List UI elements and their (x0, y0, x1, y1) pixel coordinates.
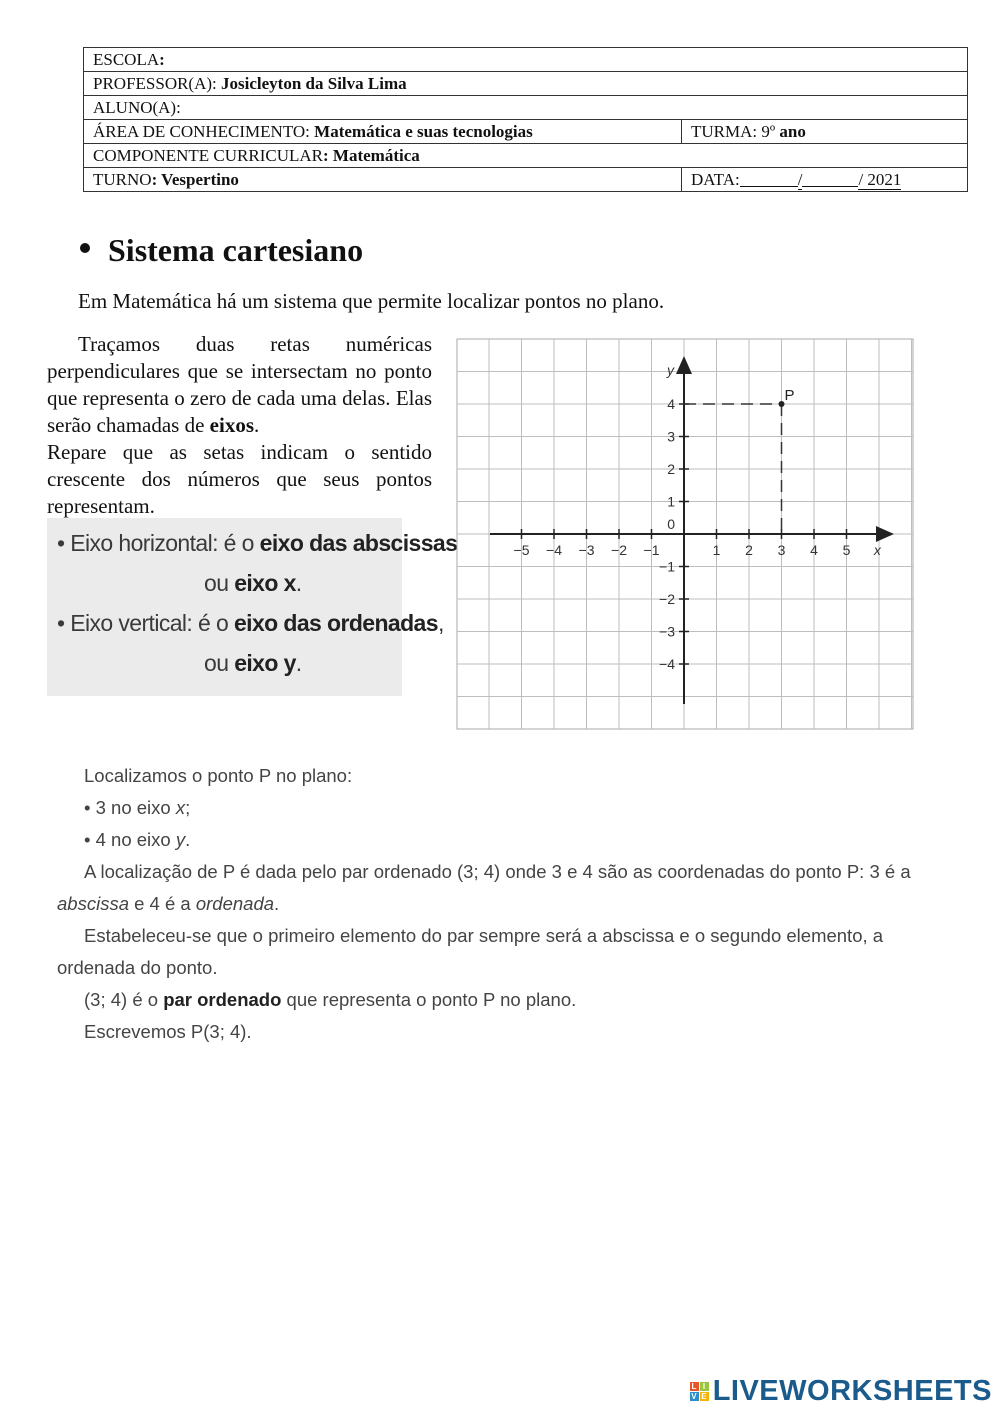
y-tick-label: 4 (667, 396, 675, 412)
para-part2: . (254, 413, 260, 437)
row-area (84, 120, 968, 144)
loc-line1: Localizamos o ponto P no plano: (84, 765, 353, 786)
date-month-blank[interactable] (802, 171, 858, 187)
section-title (80, 232, 363, 269)
bullet-icon (80, 243, 90, 253)
vertical-axis-def: • Eixo vertical: é o eixo das ordenadas, (57, 610, 444, 636)
x-tick-label: 1 (712, 542, 721, 558)
logo-square-e: E (701, 1392, 708, 1401)
loc-bullet-y: • 4 no eixo y. (84, 829, 191, 850)
x-tick-label: −4 (546, 542, 562, 558)
loc-paragraph-6: Escrevemos P(3; 4). (84, 1021, 252, 1042)
loc-paragraph-3: A localização de P é dada pelo par ordenado (3; 4) onde 3 e 4 são as coordenadas do ponto P: 3 é a abscissa e 4 é a ordenada. (57, 861, 911, 914)
row-escola (84, 48, 968, 72)
x-tick-label: 3 (777, 542, 786, 558)
para-part1: Traçamos duas retas numéricas perpendiculares que se intersectam no ponto que representa o zero de cada uma delas. Elas serão chamadas de (47, 332, 432, 437)
escola-label: ESCOLA (93, 50, 160, 69)
date-sep: / (797, 170, 803, 189)
y-tick-label: −3 (659, 623, 675, 640)
x-tick-label: 2 (745, 542, 753, 558)
y-axis-label: y (667, 362, 674, 378)
escola-colon: : (159, 50, 165, 69)
axes-definition-box (47, 518, 458, 696)
turma-value: ano (779, 122, 806, 141)
data-label: DATA: (691, 170, 740, 189)
logo-square-l: L (691, 1382, 697, 1391)
x-tick-label: 4 (810, 542, 818, 558)
y-tick-label: 3 (667, 428, 675, 445)
liveworksheets-logo (690, 1375, 992, 1408)
aluno-label: ALUNO(A): (93, 98, 181, 117)
area-label: ÁREA DE CONHECIMENTO: (93, 122, 315, 141)
professor-label: PROFESSOR(A): (93, 74, 222, 93)
x-tick-label: −3 (578, 542, 595, 558)
x-axis-label: x (873, 542, 881, 558)
date-year: / 2021 (858, 170, 902, 189)
loc-paragraph-4: Estabeleceu-se que o primeiro elemento do par sempre será a abscissa e o segundo elemento, a ordenada do ponto. (57, 925, 884, 978)
point-location-text (57, 760, 942, 1048)
x-tick-label: −2 (611, 542, 627, 558)
x-tick-label: −1 (643, 542, 660, 558)
horizontal-axis-def-line2: ou eixo x. (204, 570, 302, 596)
axes-explanation (47, 331, 432, 520)
y-tick-label: 1 (667, 493, 675, 510)
point-p-label: P (784, 387, 795, 404)
componente-value: : Matemática (323, 146, 420, 165)
row-professor (84, 72, 968, 96)
logo-square-v: V (691, 1392, 698, 1401)
turno-label: TURNO (93, 170, 152, 189)
title-text: Sistema cartesiano (108, 232, 364, 268)
logo-square-i: I (700, 1382, 709, 1391)
para-bold: eixos (209, 413, 254, 437)
y-tick-label: −1 (659, 558, 675, 575)
y-tick-label: −4 (659, 656, 675, 672)
row-turno (84, 168, 968, 192)
loc-paragraph-5: (3; 4) é o par ordenado que representa o ponto P no plano. (84, 989, 577, 1010)
x-tick-label: −5 (513, 542, 530, 558)
row-aluno (84, 96, 968, 120)
cartesian-plane (456, 338, 916, 733)
x-tick-label: 5 (842, 542, 851, 558)
professor-name: Josicleyton da Silva Lima (221, 74, 407, 93)
horizontal-axis-def: • Eixo horizontal: é o eixo das abscissas (57, 530, 458, 556)
y-tick-label: 2 (667, 461, 675, 477)
origin-label: 0 (667, 516, 675, 532)
brand-text: LIVEWORKSHEETS (712, 1375, 992, 1407)
y-tick-label: −2 (659, 591, 675, 607)
componente-label: COMPONENTE CURRICULAR (93, 146, 323, 165)
turno-value: : Vespertino (151, 170, 239, 189)
turma-label: TURMA: 9º (691, 122, 780, 141)
header-table (83, 47, 968, 192)
loc-bullet-x: • 3 no eixo x; (84, 797, 191, 818)
row-componente (84, 144, 968, 168)
date-day-blank[interactable] (740, 171, 798, 187)
para-part3: Repare que as setas indicam o sentido crescente dos números que seus pontos representam. (47, 440, 432, 518)
intro-text: Em Matemática há um sistema que permite localizar pontos no plano. (78, 289, 665, 313)
area-value: Matemática e suas tecnologias (314, 122, 533, 141)
vertical-axis-def-line2: ou eixo y. (204, 650, 302, 676)
logo-grid-icon (690, 1382, 709, 1401)
